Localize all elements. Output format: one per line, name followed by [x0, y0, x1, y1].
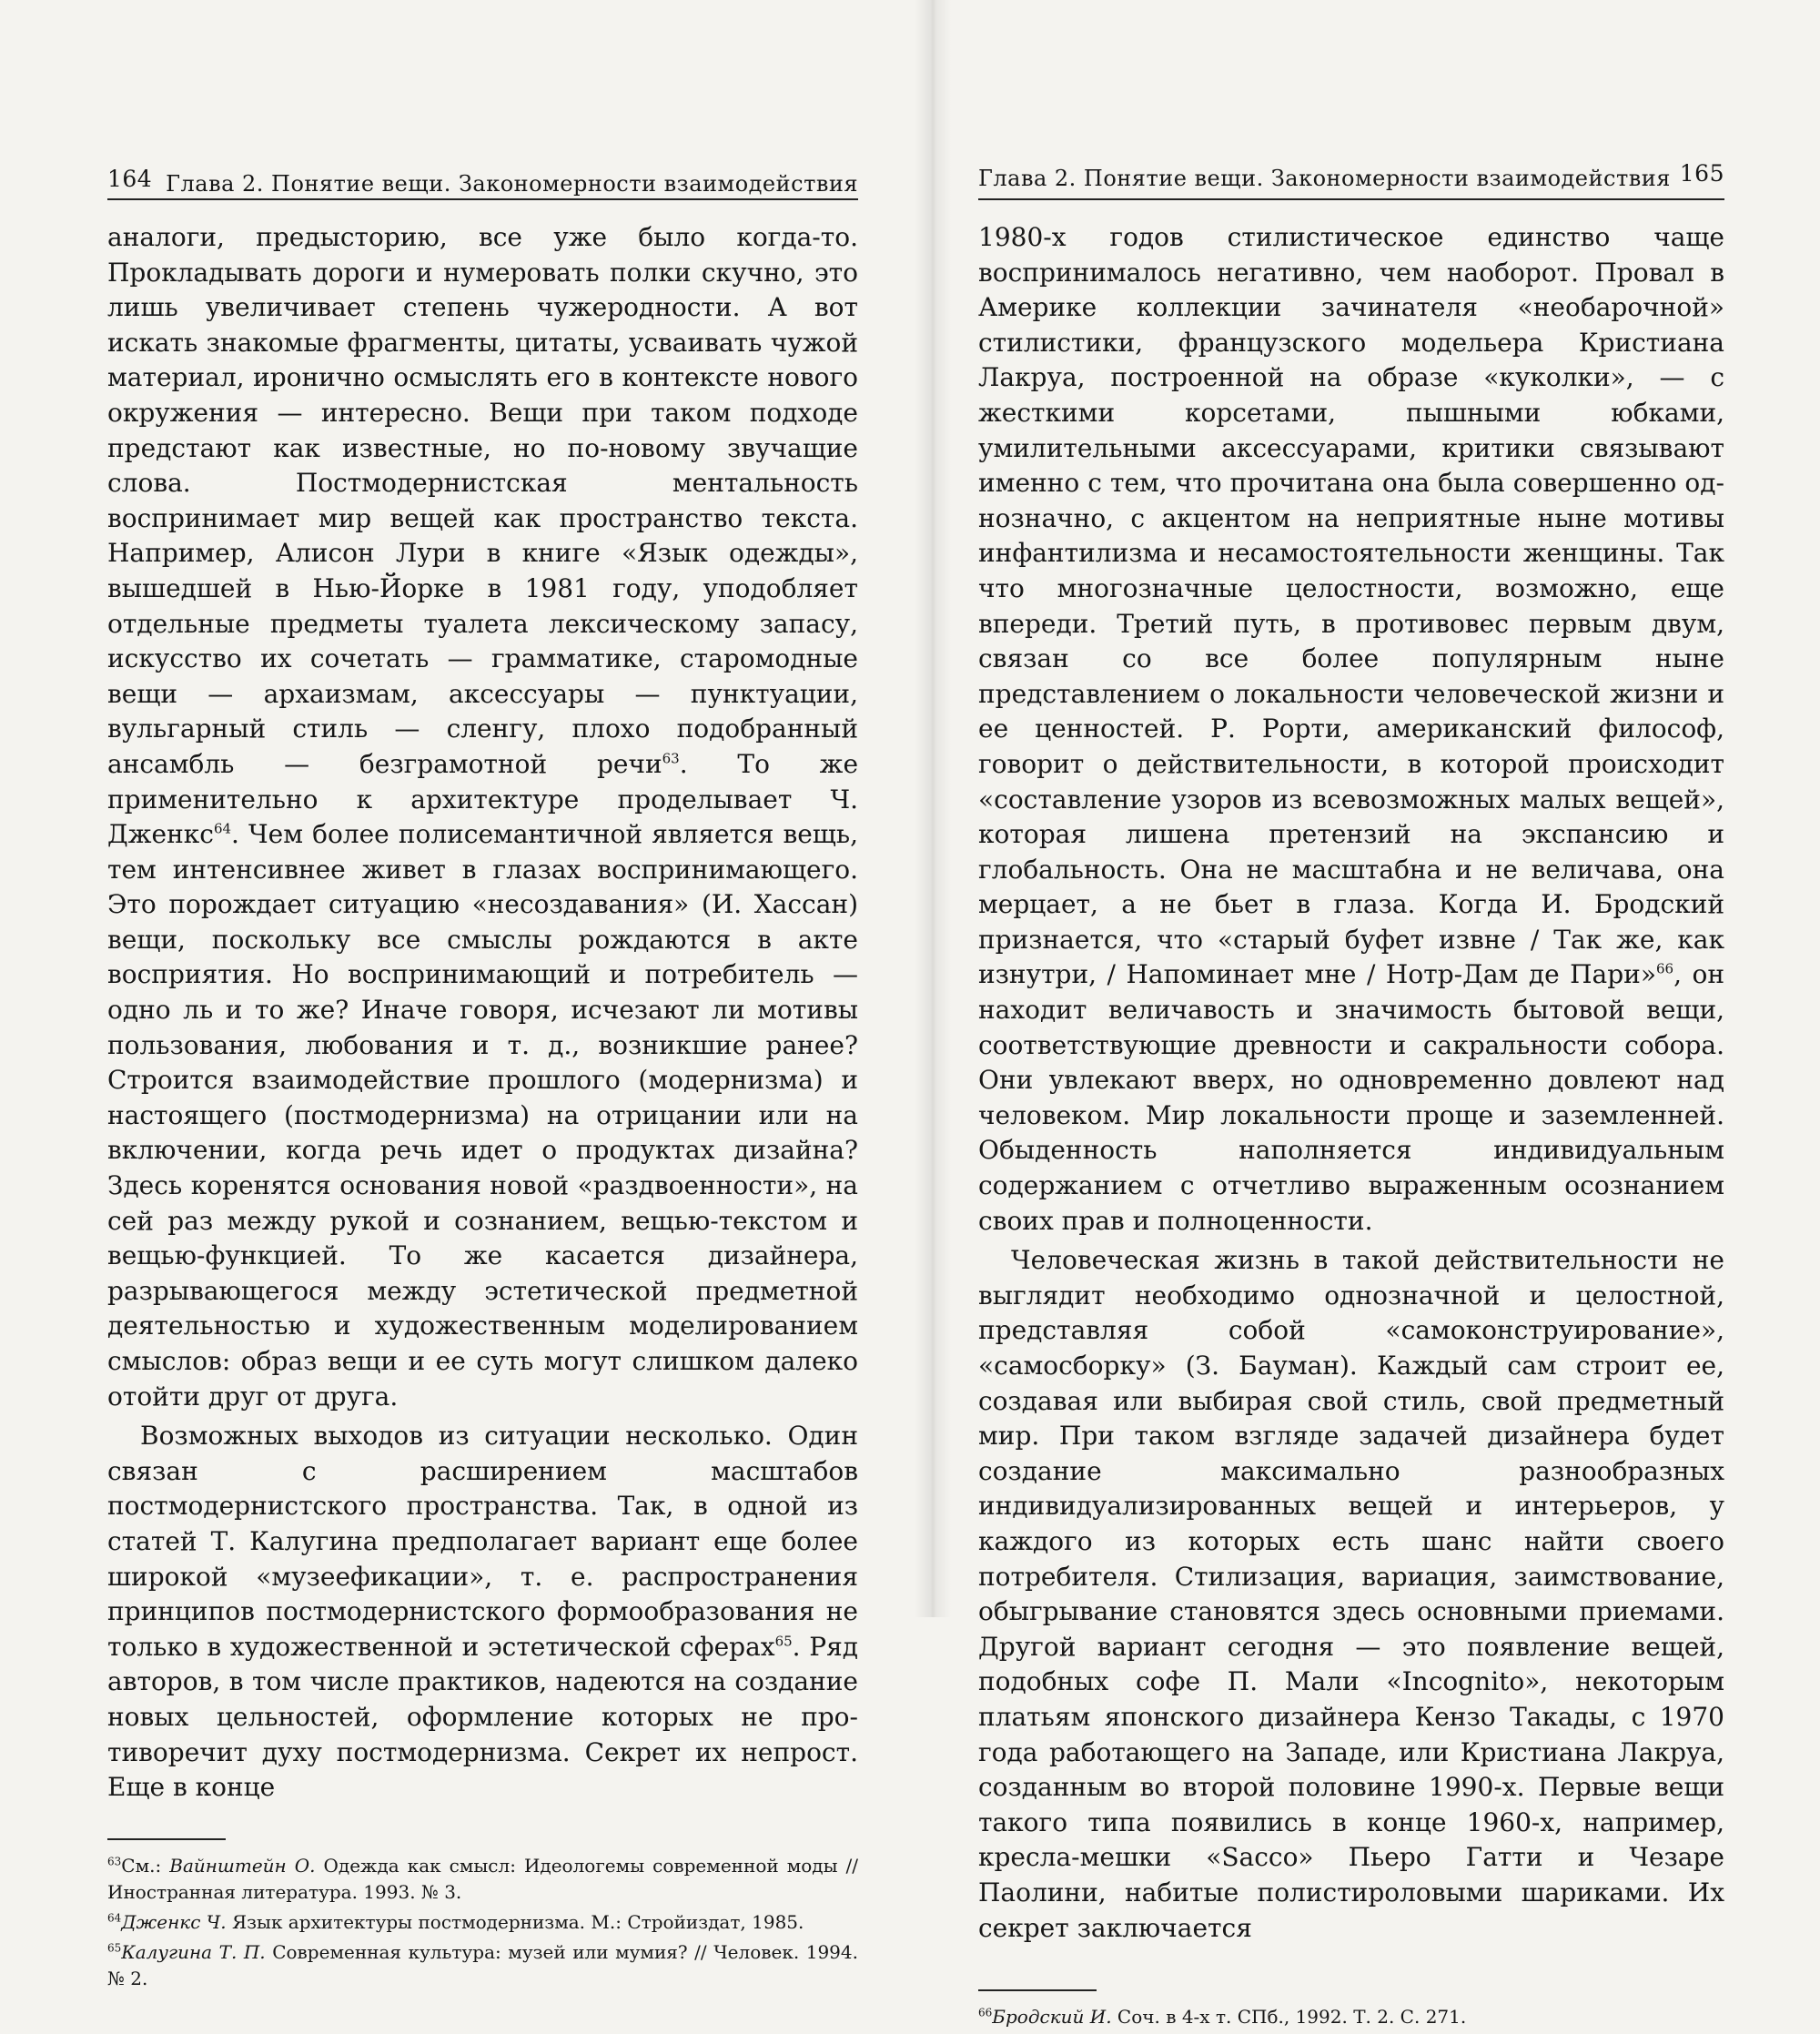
footnote: [107, 1909, 858, 1936]
text-run: Человеческая жизнь в такой действительности не выглядит необходимо однозначной и целостной, представляя собой «самоконструирование», «самосборку» (З. Бауман). Каждый сам строит ее, создавая или выбирая свой стиль, свой предметный мир. При таком взгляде задачей дизайнера будет создание максимально разнообразных индивидуализированных вещей и интерьеров, у каждого из которых есть шанс найти своего потребителя. Стилизация, вариация, заимствование, обыгрывание становятся здесь основными приемами. Другой вариант сегодня — это появление вещей, подобных софе П. Мали «Incognito», некоторым платьям японского дизайнера Кензо Такады, с 1970 года работающего на Западе, или Кристиана Лакруа, созданным во второй половине 1990-х. Первые вещи такого типа появились в конце 1960-х, например, кресла-мешки «Sacco» Пьеро Гатти и Чезаре Паолини, набитые полистироловыми шариками. Их секрет заключается: [978, 1245, 1724, 1943]
text-run: Возможных выходов из ситуации несколько. Один связан с расширением масштабов постмодернистского пространства. Так, в одной из статей Т. Калугина предполагает вариант еще более широкой «музеефикации», т. е. распространения принципов постмодернистского формообразования не только в художественной и эстетической сферах: [107, 1421, 858, 1662]
book-gutter: [915, 0, 951, 1617]
running-head-title: Глава 2. Понятие вещи. Закономерности взаимодействия: [978, 166, 1671, 191]
page-number: 165: [1679, 160, 1724, 187]
body-text: [978, 220, 1724, 1946]
paragraph: [107, 1419, 858, 1806]
footnote-rule: [978, 1989, 1097, 1991]
footnote-text: Соч. в 4-х т. СПб., 1992. Т. 2. С. 271.: [1111, 2006, 1467, 2029]
text-run: . Ряд авторов, в том числе практиков, надеются на создание новых цельностей, оформление которых не противоречит духу постмодернизма. Секрет их непрост. Еще в конце: [107, 1631, 859, 1803]
text-run: . Чем более полисемантичной является вещь, тем интенсивнее живет в глазах воспринимающего. Это порождает ситуацию «несоздавания» (И. Хассан) вещи, поскольку все смыслы рождаются в акте восприятия. Но воспринимающий и потребитель — одно ль и то же? Иначе говоря, исчезают ли мотивы пользования, любования и т. д., возникшие ранее? Строится взаимодействие прошлого (модернизма) и настоящего (постмодернизма) на отрицании или на включении, когда речь идет о продуктах дизайна? Здесь коренятся основания новой «раздвоенности», на сей раз между рукой и сознанием, вещью-текстом и вещью-функцией. То же касается дизайнера, разрывающегося между эстетической предметной деятельностью и художественным моделированием смыслов: образ вещи и ее суть могут слишком далеко отойти друг от друга.: [107, 819, 858, 1412]
footnote-text: Одежда как смысл: Идеологемы современной моды // Иностранная литература. 1993. № 3.: [107, 1854, 859, 1903]
running-head-title: Глава 2. Понятие вещи. Закономерности взаимодействия: [166, 171, 858, 197]
running-head: [107, 155, 858, 200]
footnote-number: 64: [107, 1911, 122, 1925]
right-page: [978, 155, 1724, 2034]
left-page: [107, 155, 858, 1996]
footnote: [107, 1853, 858, 1906]
footnote-ref[interactable]: 64: [213, 820, 232, 837]
text-run: , он находит величавость и значимость бытовой вещи, соответствующие древности и сакральности собора. Они увлекают вверх, но одновременно довлеют над человеком. Мир локальности проще и заземленней. Обыденность наполняется индивидуальным содержанием с отчетливо выраженным осознанием своих прав и полноценности.: [978, 959, 1724, 1236]
footnote-rule: [107, 1838, 226, 1840]
text-run: аналоги, предысторию, все уже было когда-то. Прокладывать дороги и нумеровать полки скучно, это лишь увеличивает степень чужеродности. А вот искать знакомые фрагменты, цитаты, усваивать чужой материал, иронично осмыслять его в контексте нового окружения — интересно. Вещи при таком подходе предстают как известные, но по-новому звучащие слова. Постмодернистская ментальность воспринимает мир вещей как пространство текста. Например, Алисон Лури в книге «Язык одежды», вышедшей в Нью-Йорке в 1981 году, уподобляет отдельные предметы туалета лексическому запасу, искусство их сочетать — грамматике, старомодные вещи — архаизмам, аксессуары — пунктуации, вульгарный стиль — сленгу, плохо подобранный ансамбль — безграмотной речи: [107, 222, 858, 779]
footnote-number: 66: [978, 2006, 993, 2019]
footnotes: [978, 2004, 1724, 2030]
page-number: 164: [107, 166, 153, 192]
footnotes: [107, 1853, 858, 1992]
footnote-number: 65: [107, 1941, 122, 1955]
running-head: [978, 155, 1724, 200]
footnote: [107, 1939, 858, 1992]
footnote-text: Язык архитектуры постмодернизма. М.: Стройиздат, 1985.: [226, 1910, 804, 1933]
footnote-author: Калугина Т. П.: [121, 1940, 266, 1963]
paragraph: [978, 1243, 1724, 1946]
footnote-prefix: См.:: [121, 1854, 170, 1877]
footnote-author: Вайнштейн О.: [169, 1854, 316, 1877]
footnote-author: Дженкс Ч.: [121, 1910, 227, 1933]
footnote-ref[interactable]: 63: [662, 750, 680, 767]
body-text: [107, 220, 858, 1806]
paragraph: [978, 220, 1724, 1239]
text-run: . То же применительно к архитектуре проделывает Ч. Дженкс: [107, 748, 859, 850]
footnote-number: 63: [107, 1855, 122, 1868]
footnote-text: Современная культура: музей или мумия? // Человек. 1994. № 2.: [107, 1940, 858, 1989]
text-run: 1980-х годов стилистическое единство чаще воспринималось негативно, чем наоборот. Провал в Америке коллекции зачинателя «необарочной» стилистики, французского модельера Кристиана Лакруа, построенной на образе «куколки», — с жесткими корсетами, пышными юбками, умилительными аксессуарами, критики связывают именно с тем, что прочитана она была совершенно однозначно, с акцентом на неприятные ныне мотивы инфантилизма и несамостоятельности женщины. Так что многозначные целостности, возможно, еще впереди. Третий путь, в противовес первым двум, связан со все более популярным ныне представлением о локальности человеческой жизни и ее ценностей. Р. Рорти, американский философ, говорит о действительности, в которой происходит «составление узоров из всевозможных малых вещей», которая лишена претензий на экспансию и глобальность. Она не масштабна и не величава, она мерцает, а не бьет в глаза. Когда И. Бродский признается, что «старый буфет извне / Так же, как изнутри, / Напоминает мне / Нотр-Дам де Пари»: [978, 222, 1724, 990]
footnote-ref[interactable]: 66: [1655, 961, 1674, 978]
footnote: [978, 2004, 1724, 2030]
footnote-ref[interactable]: 65: [774, 1633, 793, 1650]
paragraph: [107, 220, 858, 1414]
footnote-author: Бродский И.: [992, 2006, 1112, 2029]
